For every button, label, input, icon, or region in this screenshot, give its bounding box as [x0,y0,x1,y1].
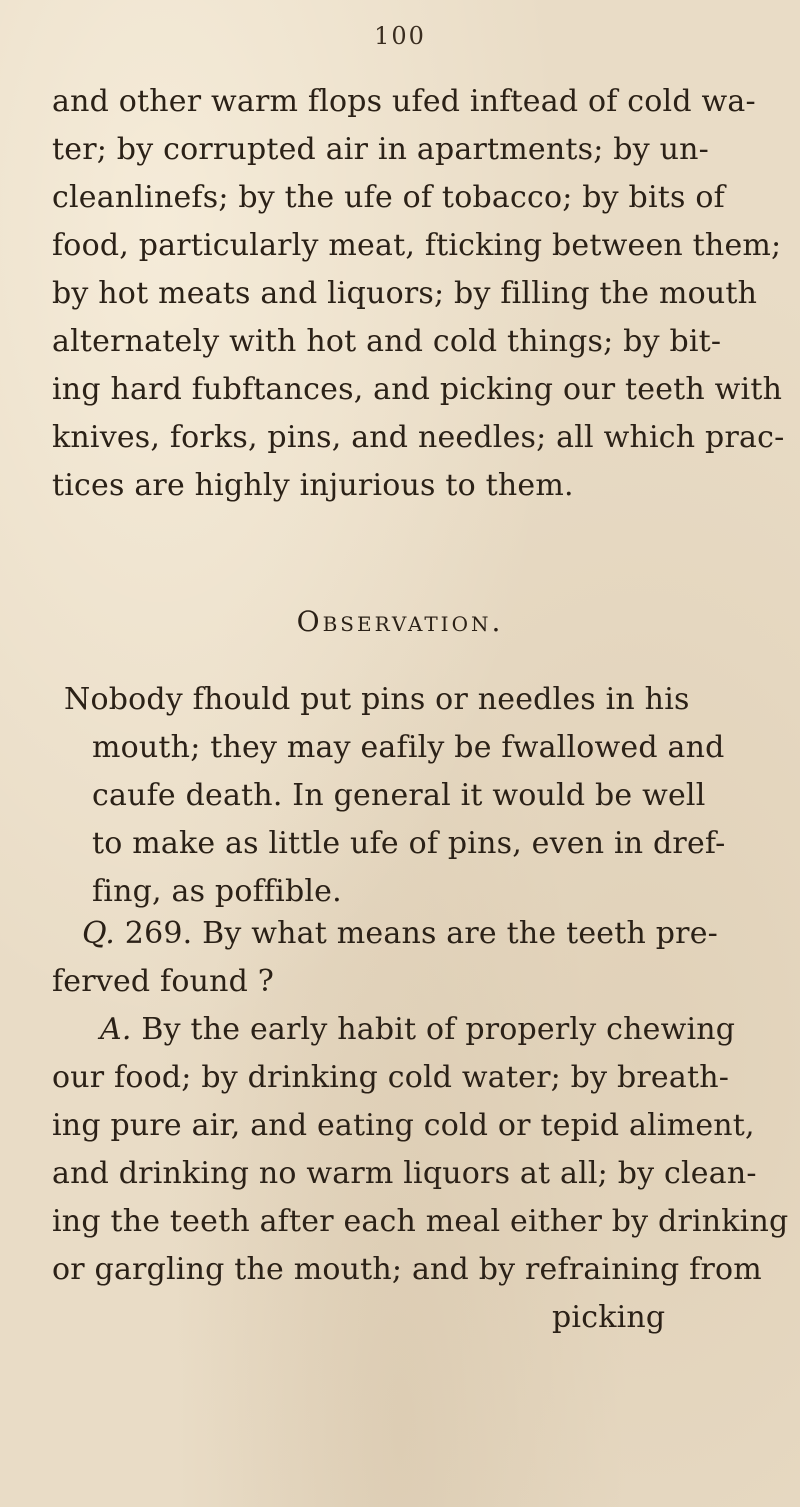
question-line [52,910,772,958]
text-line: food, particularly meat, fticking between them; [52,228,782,263]
text-line: caufe death. In general it would be well [92,778,706,813]
question-text: By what means are the teeth pre- [202,916,718,951]
text-line: knives, forks, pins, and needles; all which prac- [52,420,785,455]
page-number: 100 [374,22,426,50]
question-number: 269. [124,916,193,951]
answer-line: ing the teeth after each meal either by drinking [52,1204,789,1239]
text-line: fing, as poffible. [92,874,342,909]
text-line: alternately with hot and cold things; by bit- [52,324,722,359]
text-line: ter; by corrupted air in apartments; by un- [52,132,709,167]
text-line: ing hard fubftances, and picking our teeth with [52,372,783,407]
paragraph-teeth-causes [52,78,785,510]
answer-line: ing pure air, and eating cold or tepid aliment, [52,1108,755,1143]
text-line: by hot meats and liquors; by filling the mouth [52,276,758,311]
answer-line: or gargling the mouth; and by refraining from [52,1252,762,1287]
question-line: ferved found ? [52,964,275,999]
observation-heading: Observation. [296,605,504,638]
answer-line: and drinking no warm liquors at all; by clean- [52,1156,757,1191]
answer-line: our food; by drinking cold water; by breath- [52,1060,730,1095]
text-line: and other warm flops ufed inftead of cold wa- [52,84,756,119]
text-line: to make as little ufe of pins, even in dref- [92,826,726,861]
catchword: picking [552,1300,666,1335]
text-line: Nobody fhould put pins or needles in his [64,682,690,717]
observation-paragraph [64,676,772,916]
answer-line [52,1006,772,1054]
answer-text: By the early habit of properly chewing [141,1012,736,1047]
answer-label: A. [100,1012,132,1047]
text-line: tices are highly injurious to them. [52,468,574,503]
text-line: cleanlinefs; by the ufe of tobacco; by bits of [52,180,725,215]
question-answer-block [52,910,789,1342]
question-label: Q. [82,916,116,951]
text-line: mouth; they may eafily be fwallowed and [92,730,725,765]
